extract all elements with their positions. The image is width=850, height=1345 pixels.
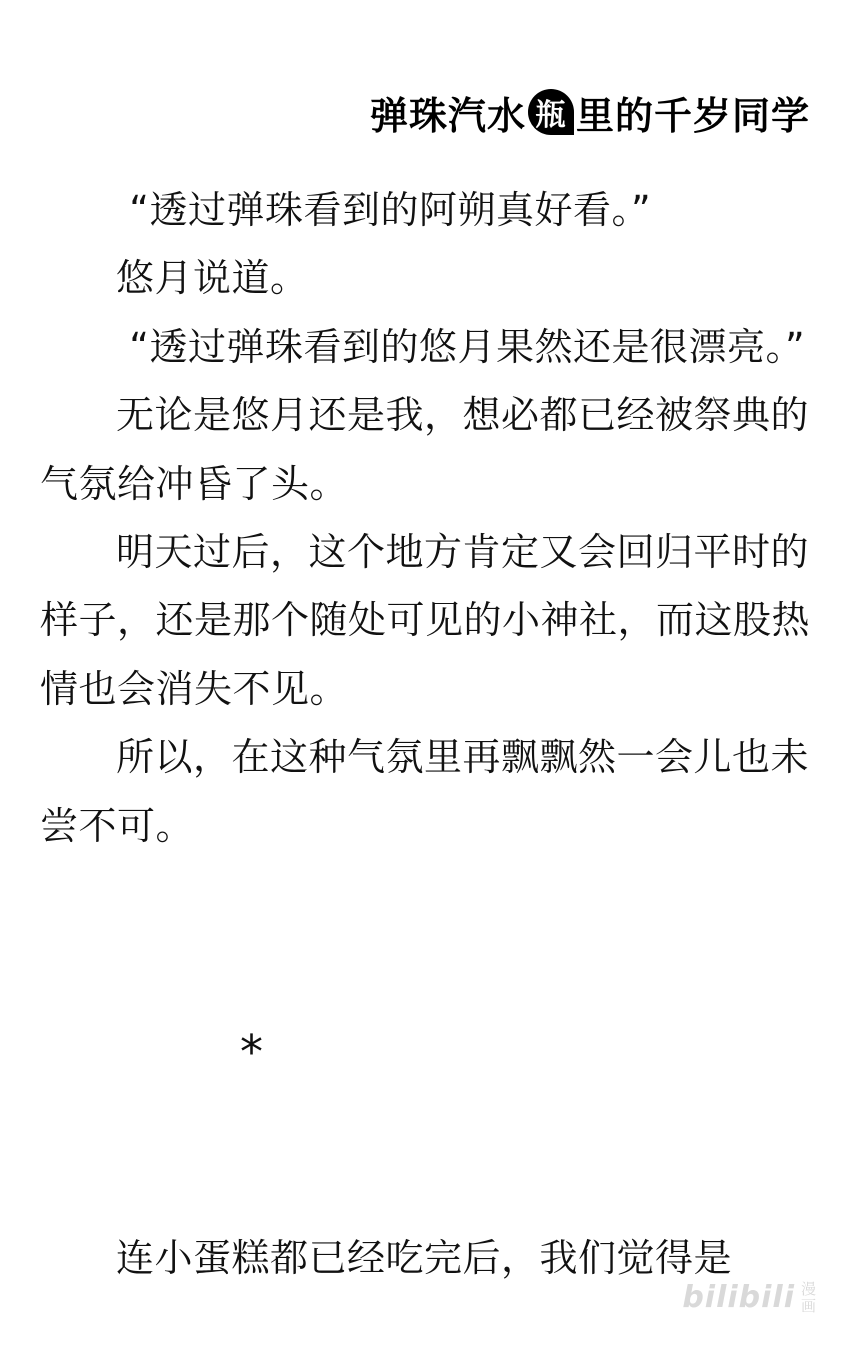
page-header <box>370 88 810 136</box>
paragraph: 悠月说道。 <box>116 256 309 301</box>
watermark-suffix <box>801 1281 816 1315</box>
body-text <box>40 176 812 860</box>
watermark-suffix-top: 漫 <box>800 1279 816 1298</box>
paragraph: 所以，在这种气氛里再飘飘然一会儿也未尝不可。 <box>40 735 810 848</box>
watermark-suffix-bottom: 画 <box>800 1296 816 1315</box>
section-separator: * <box>240 1025 263 1079</box>
paragraph: 连小蛋糕都已经吃完后，我们觉得是 <box>116 1236 733 1280</box>
header-title-pre: 弹珠汽水 <box>369 92 526 138</box>
paragraph: “透过弹珠看到的悠月果然还是很漂亮。” <box>129 324 806 369</box>
paragraph: 明天过后，这个地方肯定又会回归平时的样子，还是那个随处可见的小神社，而这股热情也会消失不见。 <box>40 530 811 711</box>
header-title-badge: 瓶 <box>528 89 574 135</box>
bilibili-watermark <box>682 1280 816 1315</box>
paragraph: 无论是悠月还是我，想必都已经被祭典的气氛给冲昏了头。 <box>40 393 810 506</box>
paragraph: “透过弹珠看到的阿朔真好看。” <box>129 188 652 232</box>
watermark-brand: bilibili <box>682 1280 795 1315</box>
header-title-post: 里的千岁同学 <box>575 92 810 138</box>
